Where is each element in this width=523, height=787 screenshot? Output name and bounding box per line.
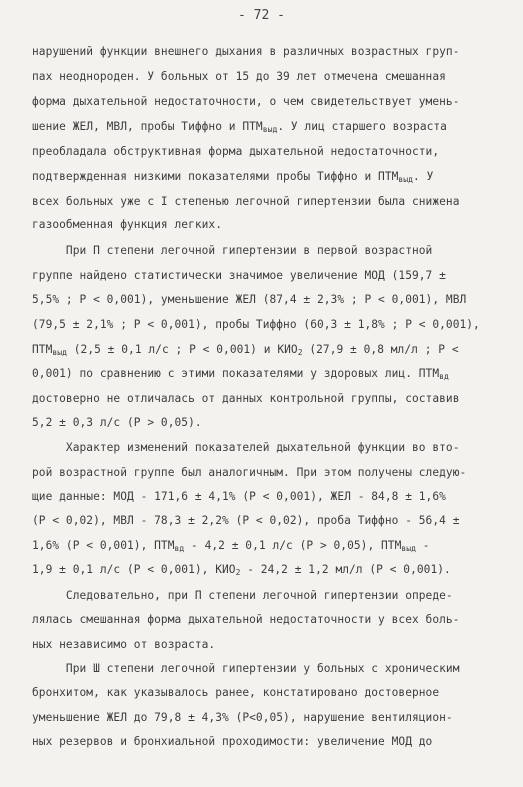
- text-line: [32, 490, 446, 503]
- text-line: [32, 170, 433, 183]
- subscript: выд: [262, 125, 278, 134]
- text-line: [32, 539, 430, 552]
- line-text: (2,5 ± 0,1 л/с ; Р < 0,001) и КИО: [66, 343, 298, 356]
- text-line: [32, 638, 215, 651]
- line-text: уменьшение ЖЕЛ до 79,8 ± 4,3% (Р<0,05), нарушение вентиляцион-: [32, 711, 453, 724]
- line-text: 1,6% (Р < 0,001), ПТМ: [32, 539, 175, 552]
- line-text: . У: [413, 170, 434, 183]
- line-text: При Ш степени легочной гипертензии у больных с хроническим: [32, 662, 460, 675]
- text-line: [32, 195, 459, 208]
- line-text: достоверно не отличалась от данных контрольной группы, составив: [32, 392, 460, 405]
- text-line: [32, 392, 459, 405]
- text-line: [32, 662, 459, 675]
- line-text: газообменная функция легких.: [32, 218, 222, 231]
- line-text: шение ЖЕЛ, МВЛ, пробы Тиффно и ПТМ: [32, 120, 263, 133]
- subscript: выд: [52, 348, 67, 357]
- line-text: рой возрастной группе был аналогичным. При этом получены следую-: [32, 466, 467, 479]
- page-number: - 72 -: [238, 8, 285, 23]
- line-text: ных независимо от возраста.: [32, 638, 216, 651]
- subscript: 2: [297, 348, 303, 357]
- line-text: Характер изменений показателей дыхательной функции во вто-: [32, 441, 460, 454]
- line-text: (27,9 ± 0,8 мл/л ; Р <: [302, 343, 459, 356]
- line-text: группе найдено статистически значимое увеличение МОД (159,7 ±: [32, 269, 446, 282]
- subscript: вд: [174, 544, 185, 553]
- line-text: (79,5 ± 2,1% ; Р < 0,001), пробы Тиффно (60,3 ± 1,8% ; Р < 0,001),: [32, 318, 480, 331]
- line-text: . У лиц старшего возраста: [277, 120, 447, 133]
- text-line: [32, 563, 451, 576]
- line-text: пах неоднороден. У больных от 15 до 39 лет отмечена смешанная: [32, 70, 446, 83]
- text-line: [32, 735, 432, 748]
- text-line: [32, 589, 453, 602]
- line-text: 5,2 ± 0,3 л/с (Р > 0,05).: [32, 416, 202, 429]
- line-text: всех больных уже с I степенью легочной гипертензии была снижена: [32, 195, 460, 208]
- text-line: [32, 441, 459, 454]
- text-line: [32, 293, 466, 306]
- subscript: выд: [401, 544, 416, 553]
- text-line: [32, 416, 202, 429]
- text-line: [32, 218, 222, 231]
- text-line: [32, 318, 480, 331]
- line-text: преобладала обструктивная форма дыхательной недостаточности,: [32, 145, 440, 158]
- line-text: -: [415, 539, 430, 552]
- line-text: щие данные: МОД - 171,6 ± 4,1% (Р < 0,001), ЖЕЛ - 84,8 ± 1,6%: [32, 490, 446, 503]
- line-text: Следовательно, при П степени легочной гипертензии опреде-: [32, 589, 453, 602]
- line-text: - 4,2 ± 0,1 л/с (Р > 0,05), ПТМ: [184, 539, 402, 552]
- text-line: [32, 70, 446, 83]
- line-text: 0,001) по сравнению с этими показателями у здоровых лиц. ПТМ: [32, 367, 440, 380]
- line-text: (Р < 0,02), МВЛ - 78,3 ± 2,2% (Р < 0,02), проба Тиффно - 56,4 ±: [32, 514, 460, 527]
- text-line: [32, 613, 459, 626]
- text-line: [32, 269, 446, 282]
- text-line: [32, 95, 459, 108]
- line-text: - 24,2 ± 1,2 мл/л (Р < 0,001).: [240, 563, 451, 576]
- line-text: 1,9 ± 0,1 л/с (Р < 0,001), КИО: [32, 563, 236, 576]
- text-line: [32, 686, 439, 699]
- text-line: [32, 45, 459, 58]
- line-text: ПТМ: [32, 343, 53, 356]
- text-line: [32, 514, 459, 527]
- line-text: ных резервов и бронхиальной проходимости: увеличение МОД до: [32, 735, 433, 748]
- text-line: [32, 244, 432, 257]
- text-line: [32, 145, 439, 158]
- subscript: вд: [439, 372, 449, 381]
- text-line: [32, 120, 447, 133]
- line-text: При П степени легочной гипертензии в первой возрастной: [32, 244, 433, 257]
- line-text: 5,5% ; Р < 0,001), уменьшение ЖЕЛ (87,4 ± 2,3% ; Р < 0,001), МВЛ: [32, 293, 467, 306]
- text-line: [32, 343, 459, 356]
- text-line: [32, 466, 466, 479]
- subscript: выд: [398, 175, 414, 184]
- line-text: бронхитом, как указывалось ранее, констатировано достоверное: [32, 686, 440, 699]
- line-text: лялась смешанная форма дыхательной недостаточности у всех боль-: [32, 613, 460, 626]
- line-text: нарушений функции внешнего дыхания в различных возрастных груп-: [32, 45, 460, 58]
- line-text: подтвержденная низкими показателями пробы Тиффно и ПТМ: [32, 170, 399, 183]
- text-line: [32, 367, 449, 380]
- text-line: [32, 711, 453, 724]
- subscript: 2: [235, 568, 241, 577]
- line-text: форма дыхательной недостаточности, о чем свидетельствует умень-: [32, 95, 460, 108]
